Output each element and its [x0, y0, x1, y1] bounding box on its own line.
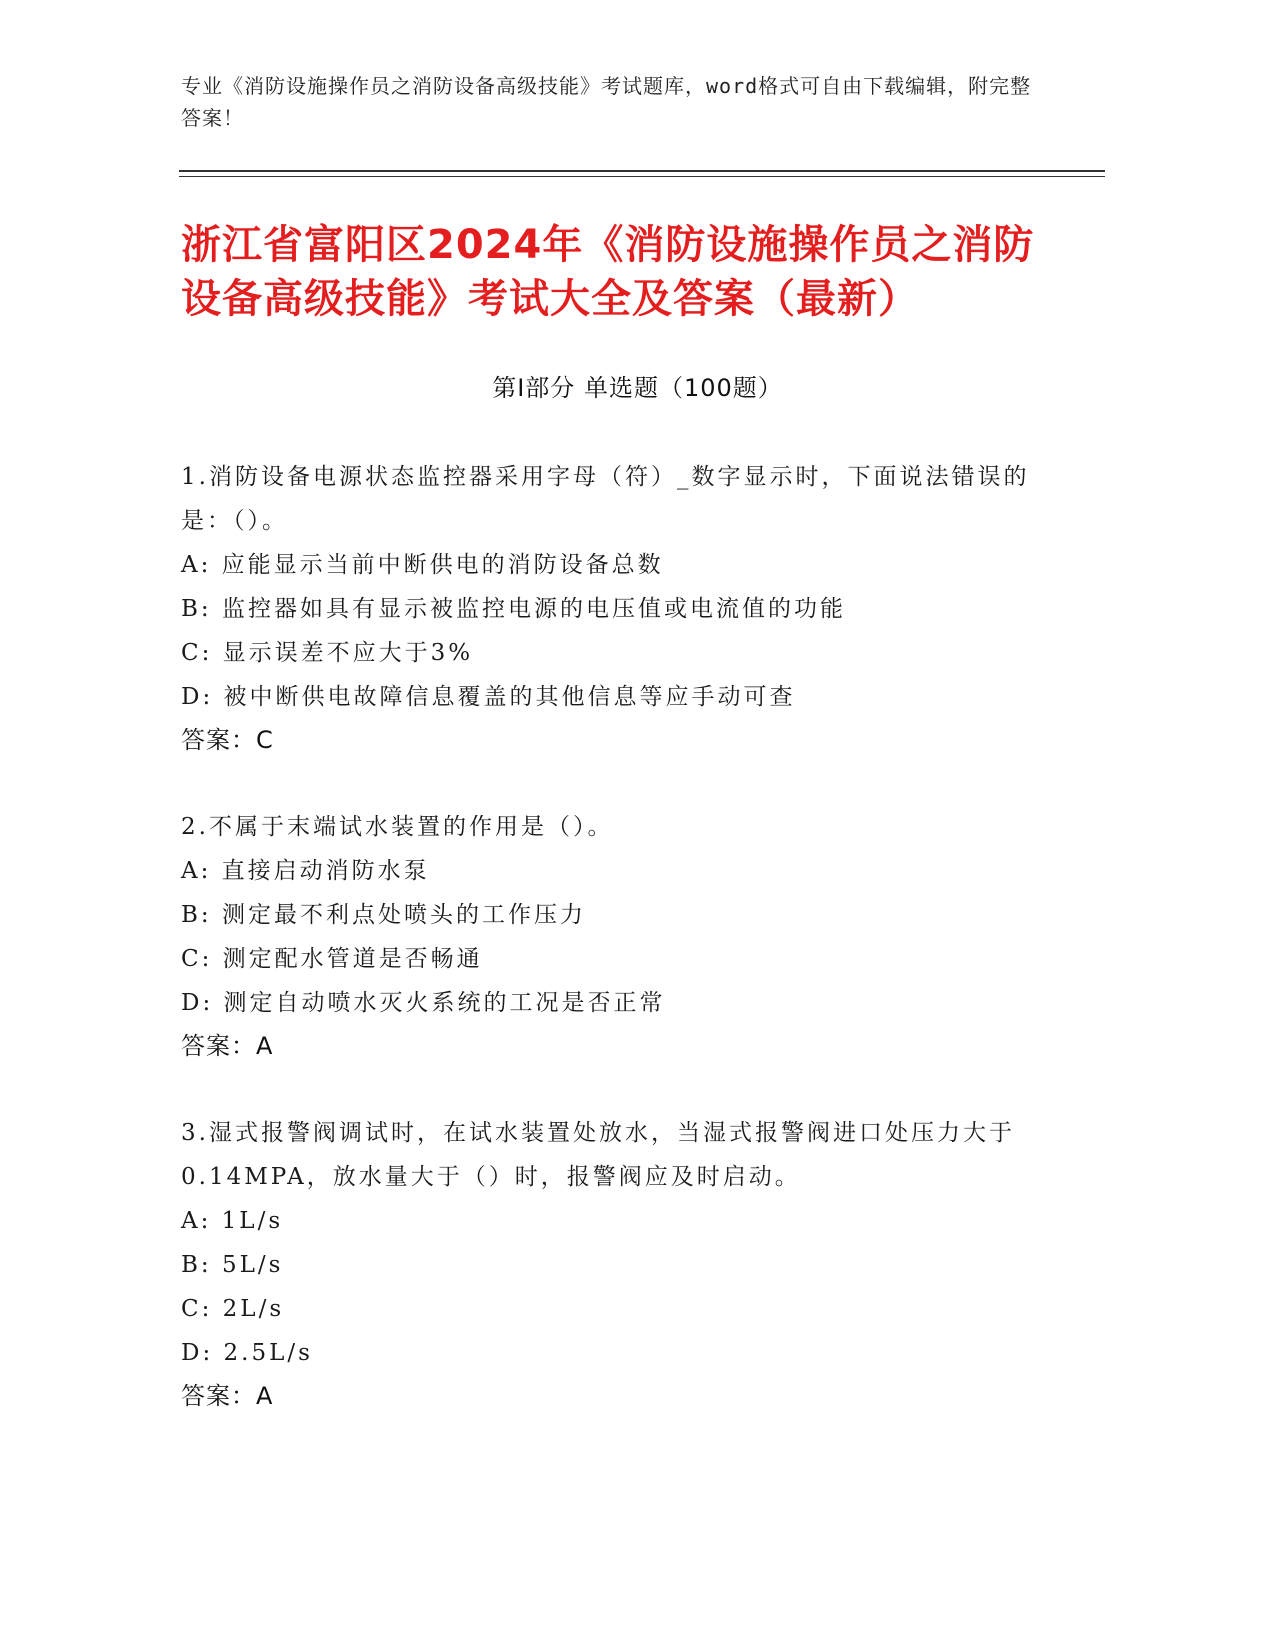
option-a: A: 应能显示当前中断供电的消防设备总数: [181, 552, 664, 578]
option-a: A: 1L/s: [181, 1208, 284, 1234]
question-list: [181, 455, 1041, 1461]
question-stem: 1.消防设备电源状态监控器采用字母（符）_数字显示时，下面说法错误的是：（）。: [181, 464, 1030, 534]
header-divider-thin: [179, 176, 1105, 177]
option-c: C: 2L/s: [181, 1296, 285, 1322]
document-title: 浙江省富阳区2024年《消防设施操作员之消防设备高级技能》考试大全及答案（最新）: [181, 222, 1035, 322]
section-title: 第Ⅰ部分 单选题（100题）: [492, 374, 783, 402]
option-d: D: 被中断供电故障信息覆盖的其他信息等应手动可查: [181, 684, 796, 710]
question-stem: 3.湿式报警阀调试时，在试水装置处放水，当湿式报警阀进口处压力大于0.14MPA，放水量大于（）时，报警阀应及时启动。: [181, 1120, 1015, 1190]
answer-label: 答案：A: [181, 1032, 274, 1060]
option-b: B: 5L/s: [181, 1252, 284, 1278]
option-c: C: 显示误差不应大于3%: [181, 640, 474, 666]
answer-label: 答案：C: [181, 726, 274, 754]
question-2: [181, 805, 1041, 1067]
question-stem: 2.不属于末端试水装置的作用是（）。: [181, 814, 614, 840]
question-1: [181, 455, 1041, 761]
question-3: [181, 1111, 1041, 1417]
option-b: B: 监控器如具有显示被监控电源的电压值或电流值的功能: [181, 596, 846, 622]
header-note: 专业《消防设施操作员之消防设备高级技能》考试题库，word格式可自由下载编辑，附完整答案！: [181, 74, 1032, 130]
header-divider-thick: [179, 170, 1105, 172]
option-d: D: 2.5L/s: [181, 1340, 313, 1366]
option-b: B: 测定最不利点处喷头的工作压力: [181, 902, 586, 928]
answer-label: 答案：A: [181, 1382, 274, 1410]
option-c: C: 测定配水管道是否畅通: [181, 946, 483, 972]
option-d: D: 测定自动喷水灭火系统的工况是否正常: [181, 990, 666, 1016]
option-a: A: 直接启动消防水泵: [181, 858, 430, 884]
